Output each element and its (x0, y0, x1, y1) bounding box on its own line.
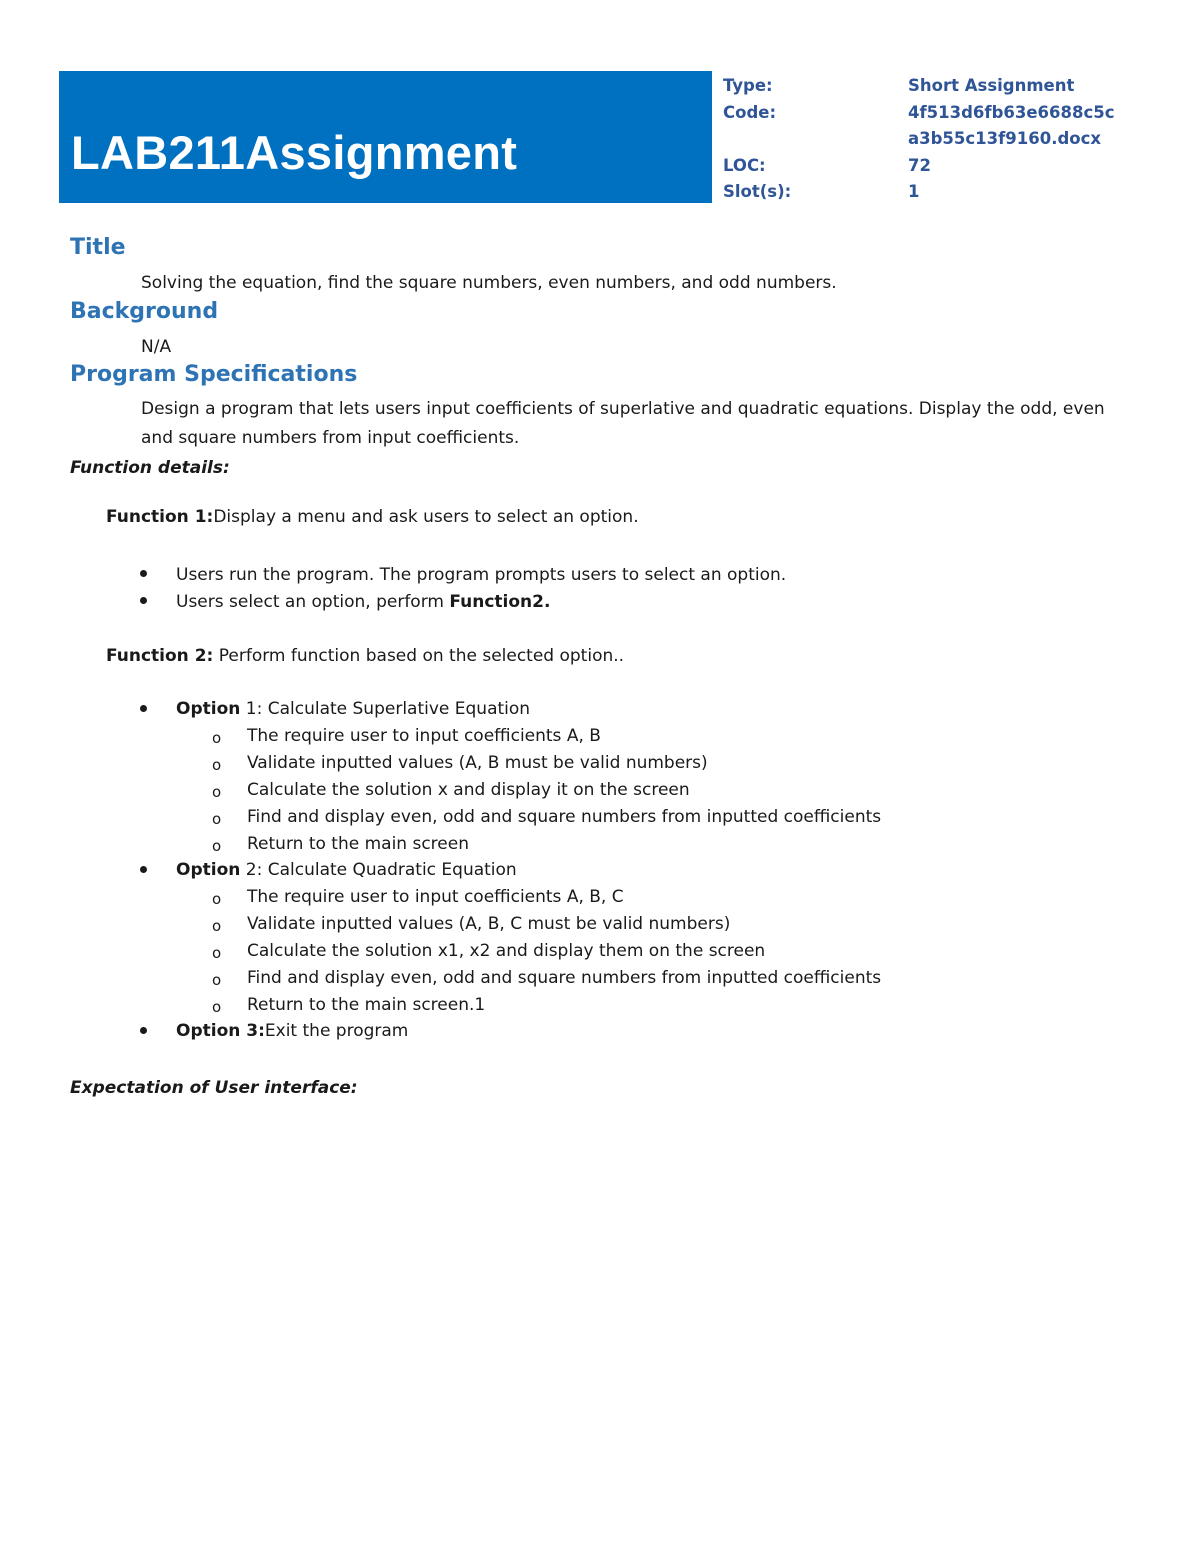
sub-bullet-icon: o (212, 917, 222, 935)
expectation-label: Expectation of User interface: (70, 1078, 358, 1098)
option1-item: Find and display even, odd and square numbers from inputted coefficients (247, 807, 882, 827)
option2-line (176, 860, 517, 880)
option2-item: Find and display even, odd and square numbers from inputted coefficients (247, 968, 882, 988)
function1-bullet: Users run the program. The program prompts users to select an option. (176, 565, 787, 585)
option1-item: Return to the main screen (247, 834, 469, 854)
option1-line (176, 699, 530, 719)
meta-value: 72 (908, 155, 931, 175)
function2-text: Perform function based on the selected option.. (213, 646, 625, 666)
title-banner (59, 71, 712, 203)
sub-bullet-icon: o (212, 729, 222, 747)
sub-bullet-icon: o (212, 971, 222, 989)
function1-bullet-text: Users select an option, perform (176, 592, 450, 612)
option2-item: The require user to input coefficients A, B, C (247, 887, 624, 907)
sub-bullet-icon: o (212, 890, 222, 908)
bullet-icon (140, 1027, 147, 1034)
bullet-icon (140, 705, 147, 712)
meta-value: 4f513d6fb63e6688c5c a3b55c13f9160.docx (908, 102, 1115, 148)
function1-label: Function 1: (106, 507, 214, 527)
option3-line (176, 1021, 408, 1041)
meta-label: Type: (723, 76, 773, 95)
option1-text: 1: Calculate Superlative Equation (240, 699, 531, 719)
option1-label: Option (176, 699, 241, 719)
spec-text: Design a program that lets users input coefficients of superlative and quadratic equations. Display the odd, even and square numbers from input coefficients. (141, 399, 1105, 448)
sub-bullet-icon: o (212, 944, 222, 962)
title-text: Solving the equation, find the square numbers, even numbers, and odd numbers. (141, 273, 837, 293)
meta-row-code (723, 100, 1163, 153)
sub-bullet-icon: o (212, 998, 222, 1016)
option3-label: Option 3: (176, 1021, 265, 1041)
meta-value: Short Assignment (908, 76, 1075, 95)
meta-value: 1 (908, 182, 920, 201)
function2-label: Function 2: (106, 646, 214, 666)
option2-item: Validate inputted values (A, B, C must be valid numbers) (247, 914, 731, 934)
sub-bullet-icon: o (212, 837, 222, 855)
meta-row-slots (723, 179, 1163, 206)
function1-text: Display a menu and ask users to select an option. (213, 507, 639, 527)
function-details-label: Function details: (70, 458, 230, 478)
option2-item: Calculate the solution x1, x2 and display them on the screen (247, 941, 766, 961)
meta-label: Code: (723, 102, 777, 122)
meta-row-type (723, 73, 1163, 100)
function2-ref: Function2. (449, 592, 551, 612)
bullet-icon (140, 866, 147, 873)
bullet-icon (140, 570, 147, 577)
meta-label: Slot(s): (723, 182, 792, 201)
function2-line (106, 646, 624, 666)
option1-item: Calculate the solution x and display it on the screen (247, 780, 690, 800)
spec-heading: Program Specifications (70, 362, 358, 387)
option1-item: The require user to input coefficients A, B (247, 726, 601, 746)
title-heading: Title (70, 235, 126, 260)
background-text: N/A (141, 337, 172, 357)
meta-table (723, 73, 1163, 206)
function1-line (106, 507, 639, 527)
option2-label: Option (176, 860, 241, 880)
meta-label: LOC: (723, 155, 766, 175)
sub-bullet-icon: o (212, 810, 222, 828)
option2-item: Return to the main screen.1 (247, 995, 486, 1015)
option3-text: Exit the program (264, 1021, 409, 1041)
sub-bullet-icon: o (212, 756, 222, 774)
sub-bullet-icon: o (212, 783, 222, 801)
bullet-icon (140, 597, 147, 604)
meta-row-loc (723, 153, 1163, 180)
function1-bullet (176, 592, 550, 612)
option2-text: 2: Calculate Quadratic Equation (240, 860, 517, 880)
document-title: LAB211Assignment (71, 126, 518, 179)
option1-item: Validate inputted values (A, B must be valid numbers) (247, 753, 708, 773)
background-heading: Background (70, 299, 219, 324)
